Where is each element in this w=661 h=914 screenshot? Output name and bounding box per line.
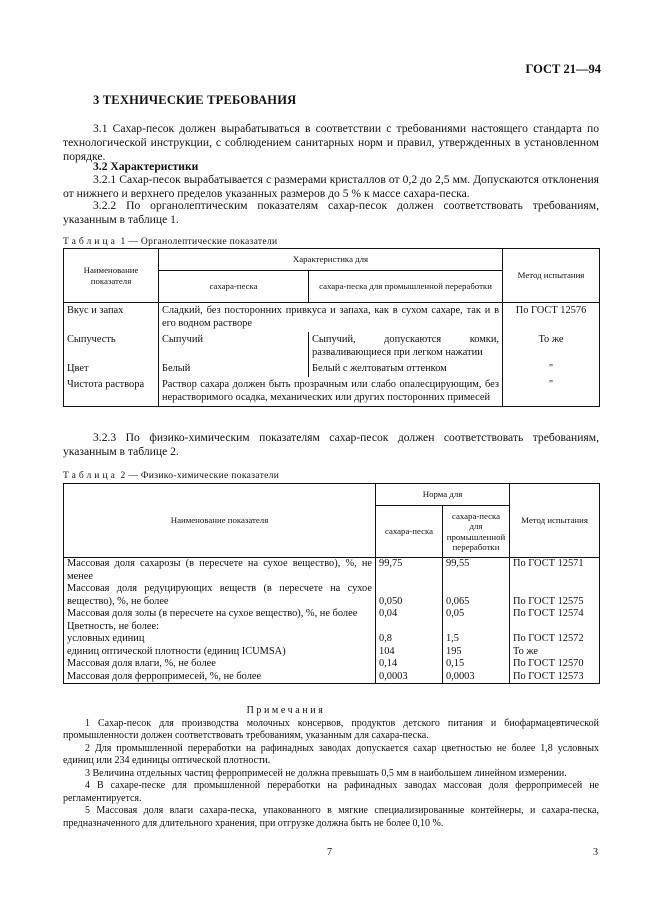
t1-header-name: Наименование показателя	[64, 249, 159, 303]
organoleptic-table	[63, 248, 600, 407]
table-row: единиц оптической плотности (единиц ICUMSA) 104 195 То же	[64, 646, 600, 659]
t2-header-group: Норма для	[376, 484, 510, 506]
table-row: условных единиц 0,8 1,5 По ГОСТ 12572	[64, 633, 600, 646]
table-row: Сыпучесть Сыпучий Сыпучий, допускаются комки, разваливающиеся при легком нажатии То же	[64, 332, 600, 361]
table-row: Массовая доля редуцирующих веществ (в пересчете на сухое вещество), %, не более 0,050 0,065 По ГОСТ 12575	[64, 583, 600, 608]
t1-header-sugar: сахара-песка	[159, 271, 309, 303]
paragraph-3-2-1: 3.2.1 Сахар-песок вырабатывается с размерами кристаллов от 0,2 до 2,5 мм. Допускаются отклонения от нижнего и верхнего пределов указанных размеров до 5 % к массе сахара-песка.	[63, 173, 599, 200]
t2-header-name: Наименование показателя	[64, 484, 376, 558]
table-row: Массовая доля ферропримесей, %, не более 0,0003 0,0003 По ГОСТ 12573	[64, 671, 600, 684]
t2-header-method: Метод испытания	[510, 484, 600, 558]
table-row: Вкус и запах Сладкий, без посторонних привкуса и запаха, как в сухом сахаре, так и в его водном растворе По ГОСТ 12576	[64, 303, 600, 333]
t1-header-industrial: сахара-песка для промышленной переработки	[309, 271, 503, 303]
paragraph-3-1: 3.1 Сахар-песок должен вырабатываться в соответствии с требованиями настоящего стандарта по технологической инструкции, с соблюдением санитарных норм и правил, утвержденных в установленном порядке.	[63, 122, 599, 163]
section-title: 3 ТЕХНИЧЕСКИЕ ТРЕБОВАНИЯ	[93, 93, 297, 107]
note-item: 3 Величина отдельных частиц ферропримесей не должна превышать 0,5 мм в наибольшем линейном измерении.	[85, 767, 567, 779]
paragraph-3-2-3: 3.2.3 По физико-химическим показателям сахар-песок должен соответствовать требованиям, указанным в таблице 2.	[63, 431, 599, 458]
note-item: 1 Сахар-песок для производства молочных консервов, продуктов детского питания и биофармацевтической промышленности должен соответствовать требованиям, указанным для сахара-песка.	[63, 717, 599, 741]
document-header: ГОСТ 21—94	[525, 62, 601, 76]
page-number-right: 3	[593, 847, 598, 858]
note-item: 4 В сахаре-песке для промышленной переработки на рафинадных заводах массовая доля ферропримесей не регламентируется.	[63, 780, 599, 804]
t1-header-method: Метод испытания	[503, 249, 600, 303]
t2-header-sugar: сахара-песка	[376, 506, 443, 558]
table1-caption: Таблица 1 — Органолептические показатели	[63, 236, 278, 247]
page-number-center: 7	[327, 847, 332, 858]
note-item: 5 Массовая доля влаги сахара-песка, упакованного в мягкие специализированные контейнеры, и сахара-песка, предназначенного для длительного хранения, при отгрузке должна быть не более 0,10 %.	[63, 805, 599, 829]
paragraph-3-2-2: 3.2.2 По органолептическим показателям сахар-песок должен соответствовать требованиям, указанным в таблице 1.	[63, 199, 599, 226]
t1-header-group: Характеристика для	[159, 249, 503, 271]
table-row: Чистота раствора Раствор сахара должен быть прозрачным или слабо опалесцирующим, без нерастворимого осадка, механических или других посторонних примесей "	[64, 377, 600, 407]
t2-header-industrial: сахара-песка для промышленной переработки	[443, 506, 510, 558]
notes-title: Примечания	[246, 705, 326, 716]
table-row: Цвет Белый Белый с желтоватым оттенком "	[64, 361, 600, 377]
table-row: Цветность, не более:	[64, 621, 600, 634]
table-row: Массовая доля золы (в пересчете на сухое вещество), %, не более 0,04 0,05 По ГОСТ 12574	[64, 608, 600, 621]
subsection-title: 3.2 Характеристики	[93, 160, 199, 173]
physicochemical-table	[63, 483, 600, 684]
table2-caption: Таблица 2 — Физико-химические показатели	[63, 470, 280, 481]
note-item: 2 Для промышленной переработки на рафинадных заводах допускается сахар цветностью не более 1,8 условных единиц или 234 единицы оптической плотности.	[63, 742, 599, 766]
table-notes	[63, 705, 599, 830]
table-row: Массовая доля сахарозы (в пересчете на сухое вещество), %, не менее 99,75 99,55 По ГОСТ 12571	[64, 558, 600, 584]
table-row: Массовая доля влаги, %, не более 0,14 0,15 По ГОСТ 12570	[64, 658, 600, 671]
